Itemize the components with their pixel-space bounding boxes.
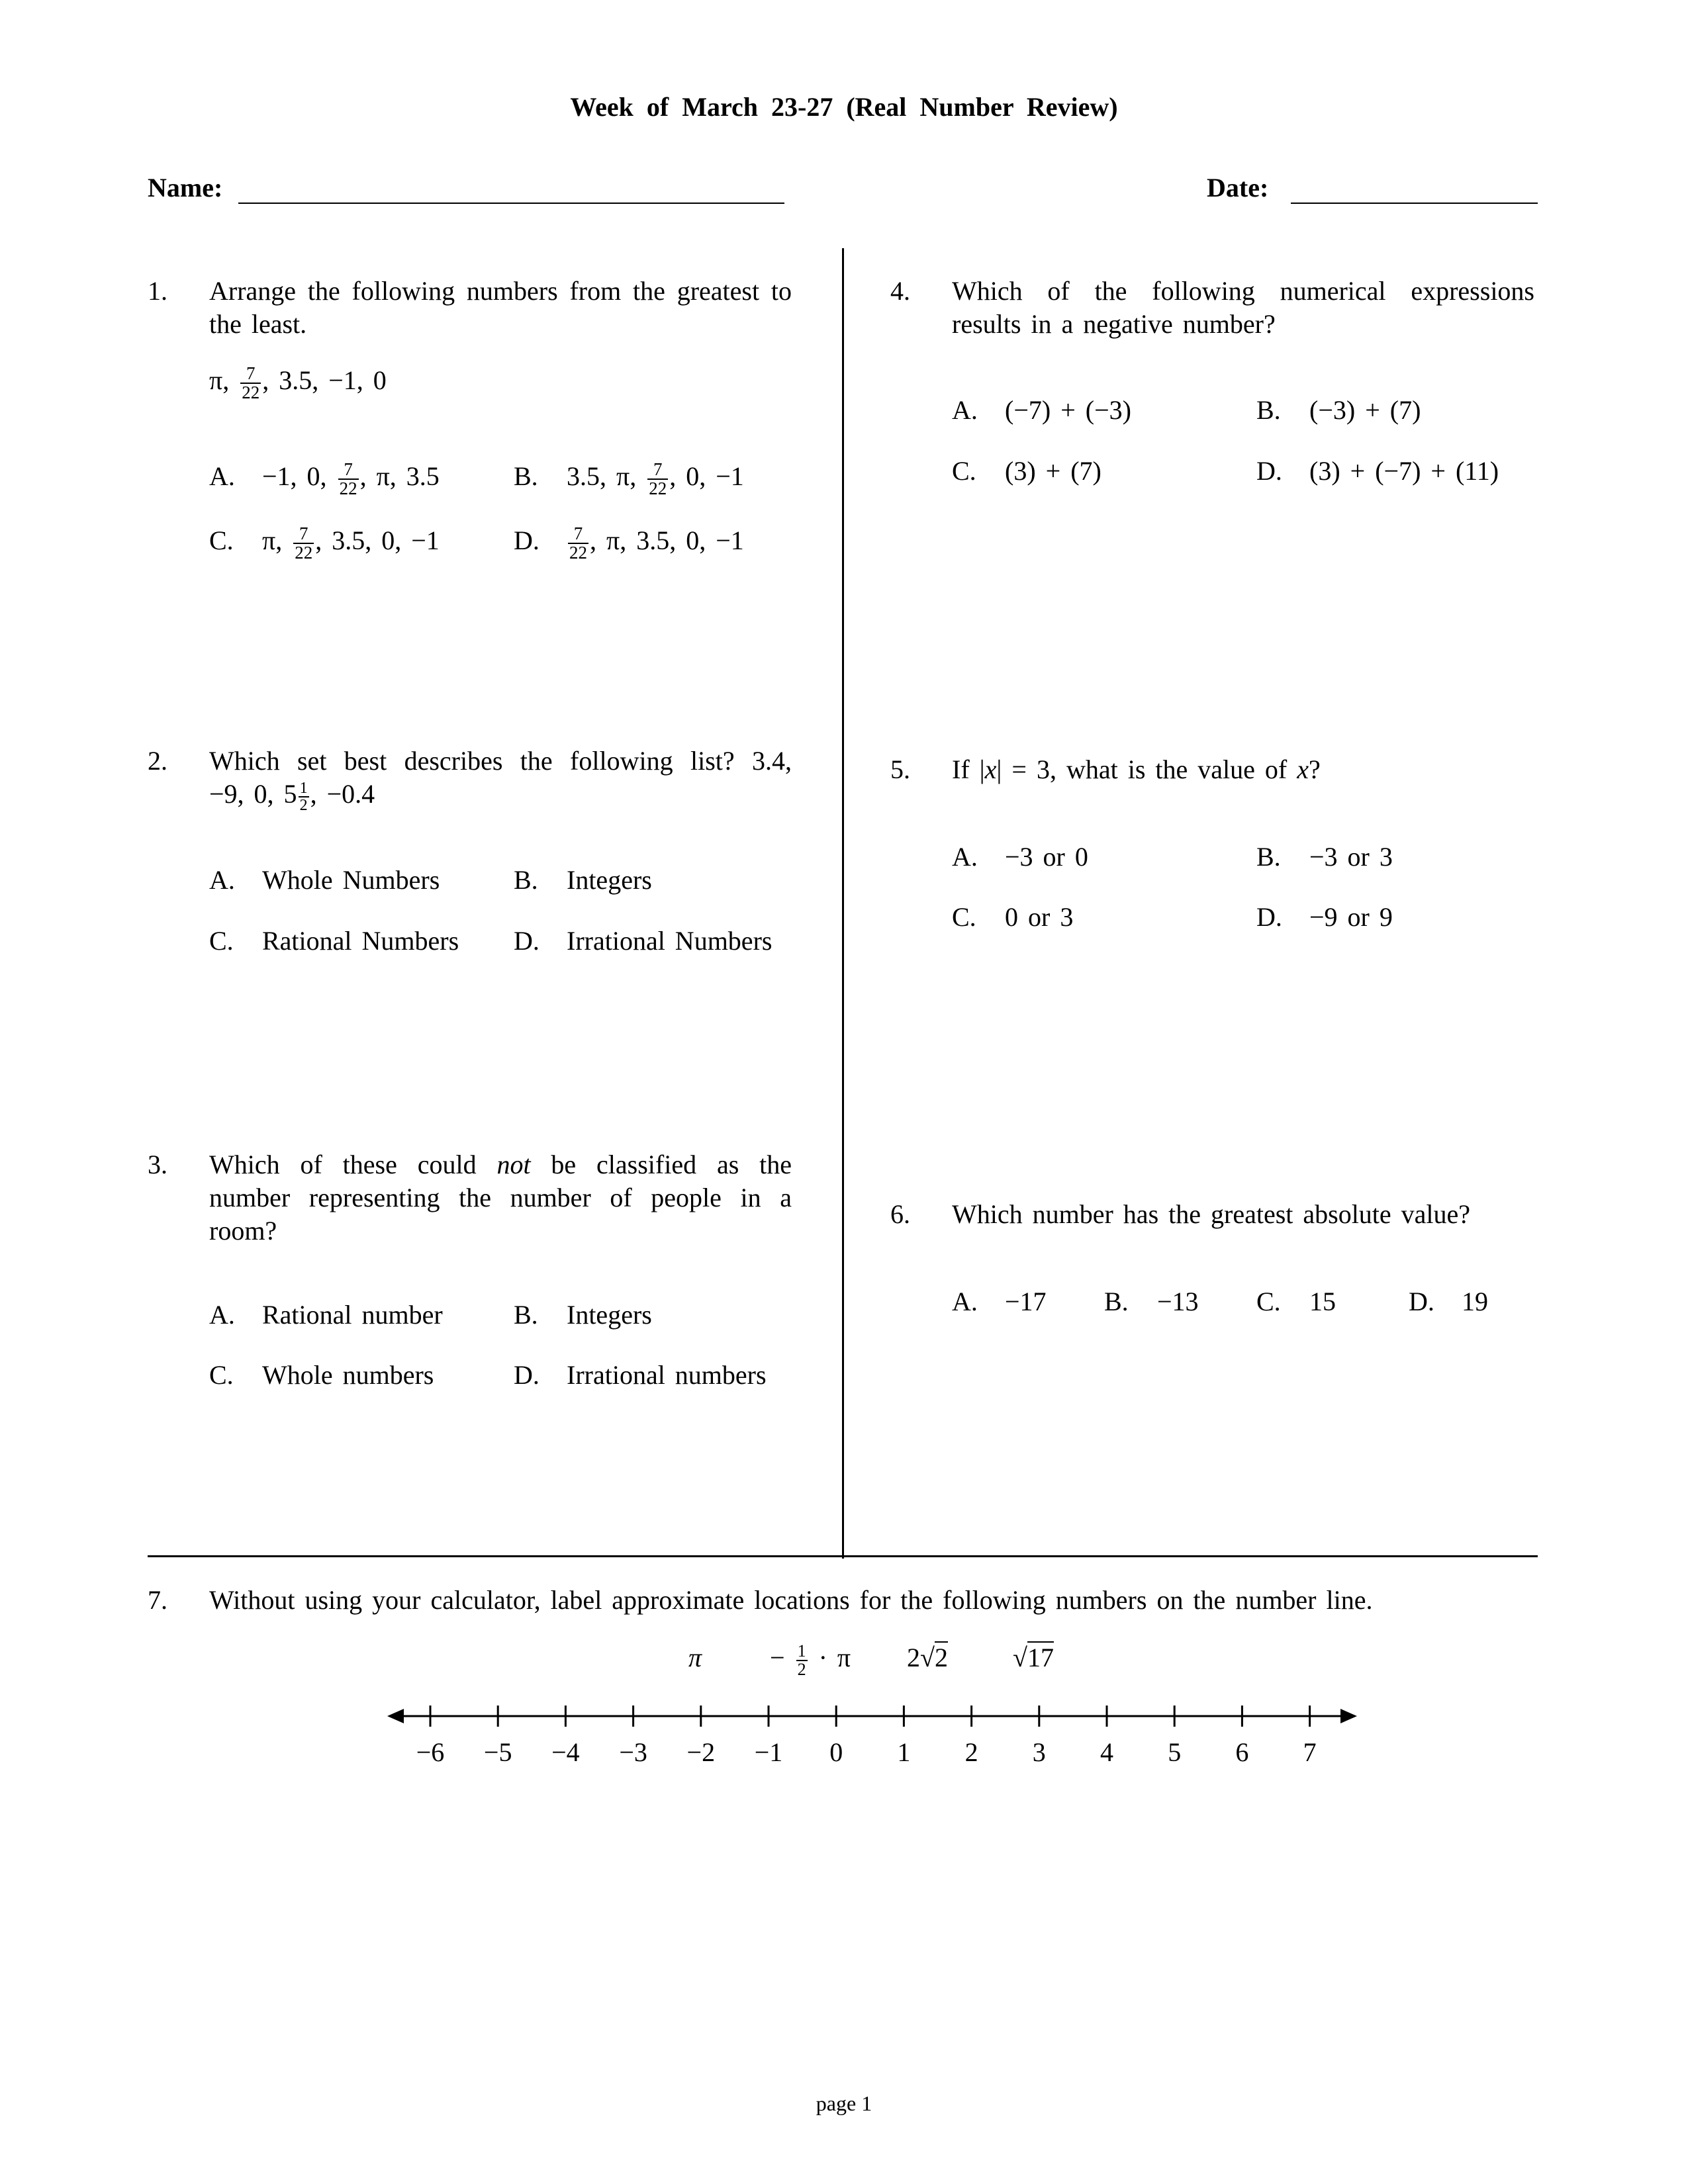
option-c[interactable]: C. Whole numbers — [209, 1360, 434, 1390]
option-b[interactable]: B. −3 or 3 — [1256, 842, 1393, 872]
option-d[interactable]: D. Irrational Numbers — [514, 926, 773, 956]
name-label: Name: — [148, 173, 223, 203]
number-line-label: −1 — [754, 1737, 783, 1767]
number-line-label: 3 — [1032, 1737, 1046, 1767]
option-b[interactable]: B. (−3) + (7) — [1256, 395, 1421, 425]
number-line-label: −3 — [619, 1737, 647, 1767]
option-b[interactable]: B. Integers — [514, 1300, 652, 1330]
number-line-label: 5 — [1168, 1737, 1182, 1767]
number-line-label: 4 — [1100, 1737, 1113, 1767]
option-b[interactable]: B. 3.5, π, $\frac{7}{22}$ , 0, −1 — [514, 459, 744, 498]
question-stem: Arrange the following numbers from the greatest to the least. — [209, 276, 792, 339]
option-d[interactable]: D. 19 — [1409, 1287, 1488, 1316]
item-pi: π — [688, 1643, 702, 1672]
left-arrow-icon — [387, 1709, 404, 1723]
page-title: Week of March 23-27 (Real Number Review) — [570, 92, 1118, 122]
option-a[interactable]: A. −1, 0, $\frac{7}{22}$ , π, 3.5 — [209, 459, 440, 498]
question-number: 4. — [890, 276, 910, 306]
option-b[interactable]: B. Integers — [514, 865, 652, 895]
option-c[interactable]: C. (3) + (7) — [952, 456, 1102, 486]
number-line-label: 2 — [964, 1737, 978, 1767]
question-number: 6. — [890, 1199, 910, 1229]
option-c[interactable]: C. 15 — [1256, 1287, 1336, 1316]
question-stem: Which set best describes the following list? 3.4, −9, 0, 5 $\frac{1}{2}$ , −0.4 — [209, 746, 792, 814]
option-c[interactable]: C. Rational Numbers — [209, 926, 459, 956]
fraction: $\frac{7}{22}$ — [242, 363, 260, 402]
question-number: 2. — [148, 746, 167, 776]
number-line-label: 0 — [829, 1737, 843, 1767]
option-b[interactable]: B. −13 — [1104, 1287, 1199, 1316]
option-d[interactable]: D. (3) + (−7) + (11) — [1256, 456, 1499, 486]
number-line-label: 7 — [1303, 1737, 1317, 1767]
question-number: 3. — [148, 1150, 167, 1179]
question-number: 7. — [148, 1585, 167, 1615]
option-a[interactable]: A. (−7) + (−3) — [952, 395, 1131, 425]
name-field[interactable] — [238, 203, 784, 204]
option-c[interactable]: C. π, $\frac{7}{22}$ , 3.5, 0, −1 — [209, 523, 440, 563]
number-line-label: −5 — [483, 1737, 512, 1767]
option-d[interactable]: D. −9 or 9 — [1256, 902, 1393, 932]
item-neg-half-pi: − $\frac{1}{2}$ · π — [770, 1641, 851, 1679]
number-line-label: −4 — [551, 1737, 580, 1767]
section-divider — [148, 1555, 1538, 1557]
question-stem: Which of these could not be classified as the number representing the number of people in a room? — [209, 1150, 792, 1246]
option-a[interactable]: A. −3 or 0 — [952, 842, 1088, 872]
date-field[interactable] — [1291, 203, 1538, 204]
option-c[interactable]: C. 0 or 3 — [952, 902, 1074, 932]
number-list: π, $\frac{7}{22}$ , 3.5, −1, 0 — [209, 363, 387, 402]
question-number: 5. — [890, 754, 910, 784]
question-stem: If |x| = 3, what is the value of x? — [952, 754, 1321, 784]
right-arrow-icon — [1340, 1709, 1357, 1723]
item-two-root-two: 2√2 — [907, 1643, 948, 1672]
option-a[interactable]: A. Rational number — [209, 1300, 443, 1330]
option-d[interactable]: D. Irrational numbers — [514, 1360, 767, 1390]
number-line-label: −6 — [416, 1737, 445, 1767]
number-line-label: −2 — [686, 1737, 716, 1767]
date-label: Date: — [1207, 173, 1269, 203]
question-number: 1. — [148, 276, 167, 306]
number-line-label: 1 — [897, 1737, 911, 1767]
item-root-seventeen: √17 — [1013, 1643, 1054, 1672]
column-divider — [842, 248, 844, 1559]
number-line-label: 6 — [1235, 1737, 1249, 1767]
question-stem: Without using your calculator, label approximate locations for the following numbers on the number line. — [209, 1585, 1373, 1615]
option-a[interactable]: A. Whole Numbers — [209, 865, 440, 895]
option-d[interactable]: D. $\frac{7}{22}$ , π, 3.5, 0, −1 — [514, 523, 744, 563]
question-stem: Which number has the greatest absolute value? — [952, 1199, 1471, 1229]
page-number: page 1 — [816, 2091, 872, 2115]
question-stem: Which of the following numerical expressions results in a negative number? — [952, 276, 1534, 339]
option-a[interactable]: A. −17 — [952, 1287, 1047, 1316]
